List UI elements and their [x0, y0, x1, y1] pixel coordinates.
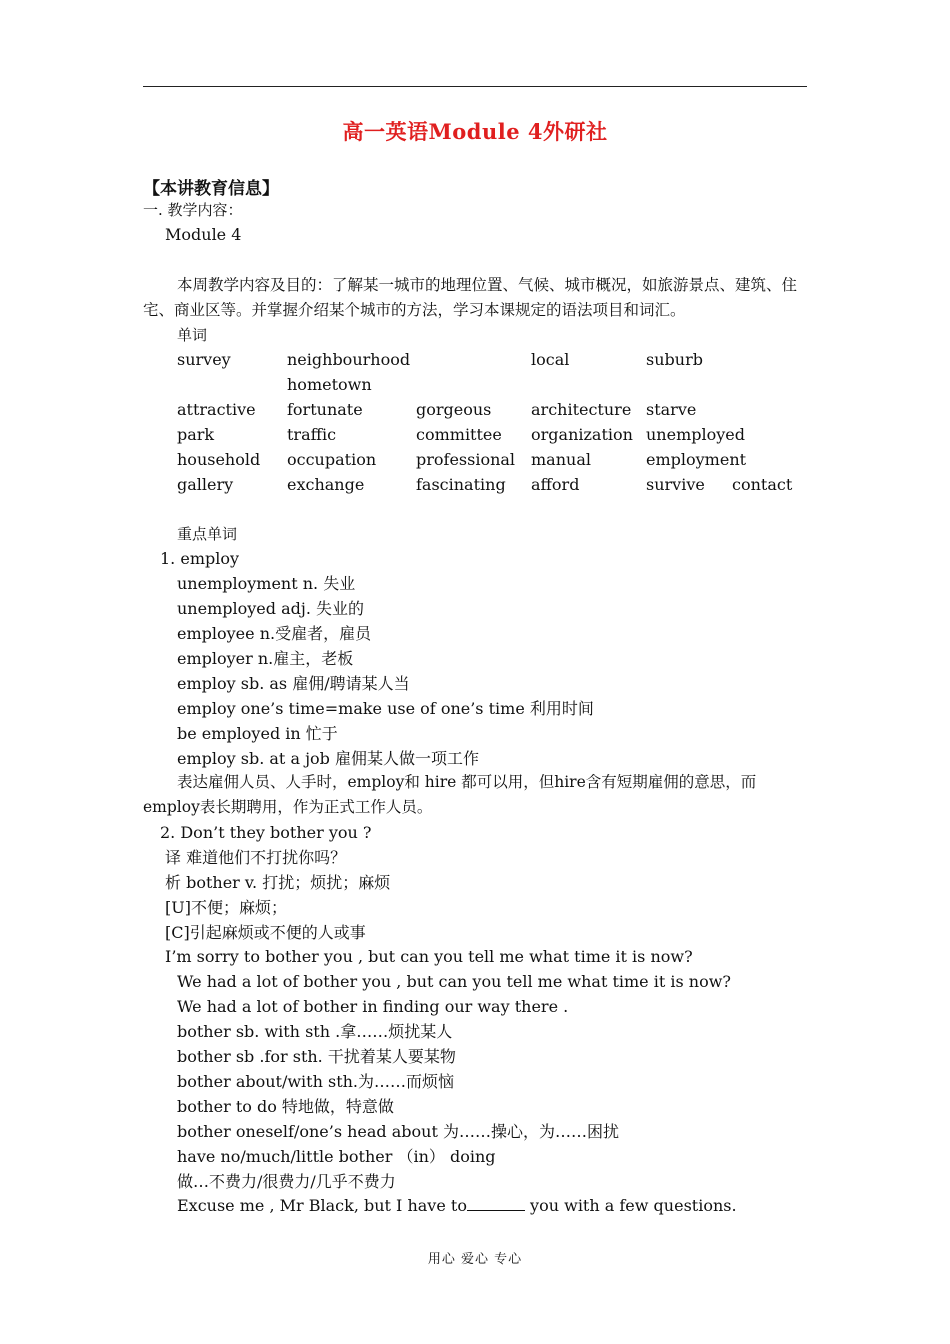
vocab-word: manual: [531, 450, 591, 469]
vocab-word: occupation: [287, 450, 377, 469]
intro-paragraph: 本周教学内容及目的：了解某一城市的地理位置、气候、城市概况，如旅游景点、建筑、住宅、商业区等。并掌握介绍某个城市的方法，学习本课规定的语法项目和词汇。: [143, 276, 798, 319]
item2-line: bother to do 特地做，特意做: [177, 1097, 394, 1116]
teaching-content-label: 一. 教学内容：: [143, 201, 243, 219]
header-rule: [143, 86, 807, 87]
vocab-word: fortunate: [287, 400, 363, 419]
vocab-word: hometown: [287, 375, 372, 394]
vocab-word: gorgeous: [416, 400, 492, 419]
item1-line: employee n.受雇者，雇员: [177, 624, 372, 643]
item2-line: bother sb .for sth. 干扰着某人要某物: [177, 1047, 456, 1066]
vocab-word: survey: [177, 350, 231, 369]
item1-heading: 1. employ: [160, 549, 240, 568]
vocab-word: suburb: [646, 350, 703, 369]
item2-countable: [C]引起麻烦或不便的人或事: [165, 923, 366, 942]
exercise-after: you with a few questions.: [524, 1196, 737, 1215]
vocab-word: starve: [646, 400, 697, 419]
exercise-line: [177, 1193, 737, 1218]
vocab-word: neighbourhood: [287, 350, 411, 369]
vocab-label: 单词: [177, 326, 208, 344]
vocab-word: household: [177, 450, 261, 469]
vocab-word: contact: [732, 475, 793, 494]
vocab-word: afford: [531, 475, 580, 494]
item2-line: We had a lot of bother you , but can you tell me what time it is now?: [177, 972, 731, 991]
vocab-word: fascinating: [416, 475, 506, 494]
vocab-word: local: [531, 350, 570, 369]
item2-heading: 2. Don’t they bother you ?: [160, 823, 372, 842]
item1-line: employer n.雇主，老板: [177, 649, 354, 668]
item1-line: unemployed adj. 失业的: [177, 599, 364, 618]
item2-line: bother oneself/one’s head about 为……操心，为……困扰: [177, 1122, 619, 1141]
item2-line: 做…不费力/很费力/几乎不费力: [177, 1172, 396, 1191]
vocab-word: traffic: [287, 425, 337, 444]
key-vocab-label: 重点单词: [177, 525, 238, 543]
vocab-word: employment: [646, 450, 747, 469]
vocab-word: professional: [416, 450, 516, 469]
document-title: 高一英语Module 4外研社: [342, 119, 608, 144]
vocab-word: attractive: [177, 400, 256, 419]
item2-line: bother sb. with sth .拿……烦扰某人: [177, 1022, 453, 1041]
item2-uncountable: [U]不便；麻烦；: [165, 898, 287, 917]
item2-analysis: 析 bother v. 打扰；烦扰；麻烦: [165, 873, 391, 892]
page-footer: 用心 爱心 专心: [427, 1252, 523, 1267]
vocab-word: exchange: [287, 475, 365, 494]
exercise-before: Excuse me , Mr Black, but I have to: [177, 1196, 467, 1215]
item1-line: be employed in 忙于: [177, 724, 338, 743]
item2-translation: 译 难道他们不打扰你吗？: [165, 848, 347, 867]
answer-blank: [467, 1194, 525, 1211]
item2-line: We had a lot of bother in finding our way there .: [177, 997, 569, 1016]
item2-example: I’m sorry to bother you , but can you tell me what time it is now?: [165, 947, 693, 966]
item1-line: employ one’s time=make use of one’s time 利用时间: [177, 699, 594, 718]
vocab-word: survive: [646, 475, 705, 494]
module-label: Module 4: [165, 225, 242, 244]
item1-note: 表达雇佣人员、人手时，employ和 hire 都可以用，但hire含有短期雇佣的意思，而employ表长期聘用，作为正式工作人员。: [143, 773, 757, 816]
vocab-word: gallery: [177, 475, 234, 494]
vocab-word: architecture: [531, 400, 632, 419]
item1-line: unemployment n. 失业: [177, 574, 356, 593]
vocab-word: unemployed: [646, 425, 745, 444]
vocab-word: park: [177, 425, 215, 444]
item1-line: employ sb. at a job 雇佣某人做一项工作: [177, 749, 479, 768]
vocab-word: organization: [531, 425, 633, 444]
section-header: 【本讲教育信息】: [143, 179, 279, 199]
vocab-word: committee: [416, 425, 502, 444]
item2-line: have no/much/little bother （in） doing: [177, 1147, 496, 1166]
item1-line: employ sb. as 雇佣/聘请某人当: [177, 674, 410, 693]
item2-line: bother about/with sth.为……而烦恼: [177, 1072, 455, 1091]
